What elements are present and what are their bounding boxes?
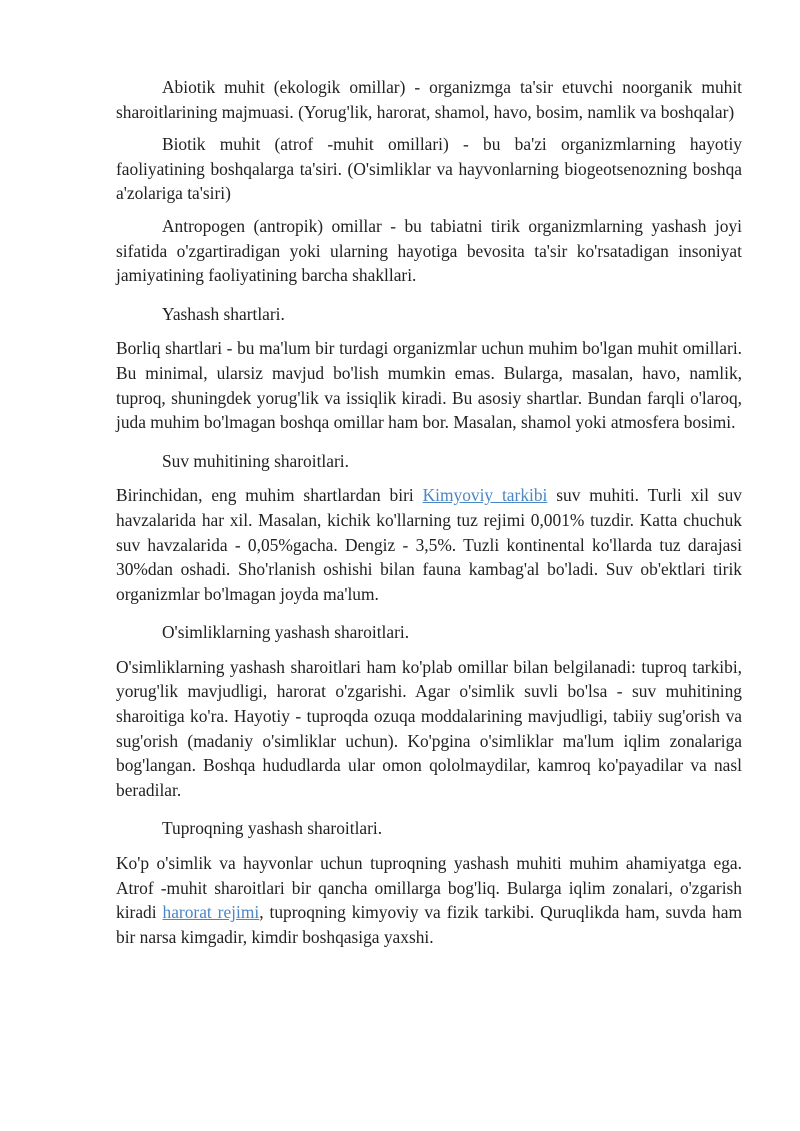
paragraph-abiotik: Abiotik muhit (ekologik omillar) - organizmga ta'sir etuvchi noorganik muhit sharoitlarining majmuasi. (Yorug'lik, harorat, shamol, havo, bosim, namlik va boshqalar) [116,77,742,122]
text-span: , tuproqning kimyoviy va fizik tarkibi. Quruqlikda ham, suvda ham bir narsa kimgadir, kimdir boshqasiga yaxshi. [116,902,742,947]
paragraph-osimliklar: O'simliklarning yashash sharoitlari ham ko'plab omillar bilan belgilanadi: tuproq tarkibi, yorug'lik mavjudligi, harorat o'zgarishi. Agar o'simlik suvli bo'lsa - suv muhitining sharoitiga ko'ra. Hayotiy - tuproqda ozuqa moddalarining mavjudligi, tabiiy sug'orish va sug'orish (madaniy o'simliklar uchun). Ko'pgina o'simliklar ma'lum iqlim zonalariga bog'langan. Boshqa hududlarda ular omon qololmaydilar, kamroq ko'payadilar va nasl beradilar. [116,656,742,800]
text-span: suv muhiti. Turli xil suv havzalarida har xil. Masalan, kichik ko'llarning tuz rejimi 0,001% tuzdir. Katta chuchuk suv havzalarida - 0,05%gacha. Dengiz - 3,5%. Tuzli kontinental ko'llarda tuz darajasi 30%dan oshadi. Sho'rlanish oshishi bilan fauna kambag'al bo'ladi. Suv ob'ektlari tirik organizmlar bo'lmagan joyda ma'lum. [116,485,742,604]
paragraph-antropogen: Antropogen (antropik) omillar - bu tabiatni tirik organizmlarning yashash joyi sifatida o'zgartiradigan yoki ularning hayotiga bevosita ta'sir ko'rsatadigan insoniyat jamiyatining faoliyatining barcha shakllari. [116,215,742,286]
paragraph-biotik: Biotik muhit (atrof -muhit omillari) - bu ba'zi organizmlarning hayotiy faoliyatining boshqalarga ta'siri. (O'simliklar va hayvonlarning biogeotsenozning boshqa a'zolariga ta'siri) [116,134,742,204]
paragraph-borliq: Borliq shartlari - bu ma'lum bir turdagi organizmlar uchun muhim bo'lgan muhit omillari. Bu minimal, ularsiz mavjud bo'lish mumkin emas. Bularga, masalan, havo, namlik, tuproq, shuningdek yorug'lik va issiqlik kiradi. Bu asosiy shartlar. Bundan farqli o'laroq, juda muhim bo'lmagan boshqa omillar ham bor. Masalan, shamol yoki atmosfera bosimi. [116,338,742,433]
heading-suv-muhiti: Suv muhitining sharoitlari. [162,450,349,471]
heading-yashash-shartlari: Yashash shartlari. [162,303,285,324]
paragraph-tuproq [116,851,742,949]
text-span: Ko'p o'simlik va hayvonlar uchun tuproqning yashash muhiti muhim ahamiyatga ega. Atrof -muhit sharoitlari bir qancha omillarga bog'liq. Bularga iqlim zonalari, o'zgarish kiradi [116,853,742,923]
paragraph-suv-muhiti [116,483,742,606]
text-span: Birinchidan, eng muhim shartlardan biri [116,485,423,506]
link-kimyoviy-tarkibi[interactable]: Kimyoviy tarkibi [422,485,548,506]
heading-osimliklar: O'simliklarning yashash sharoitlari. [162,622,410,643]
heading-tuproq: Tuproqning yashash sharoitlari. [162,818,383,839]
link-harorat-rejimi[interactable]: harorat rejimi [162,902,260,923]
